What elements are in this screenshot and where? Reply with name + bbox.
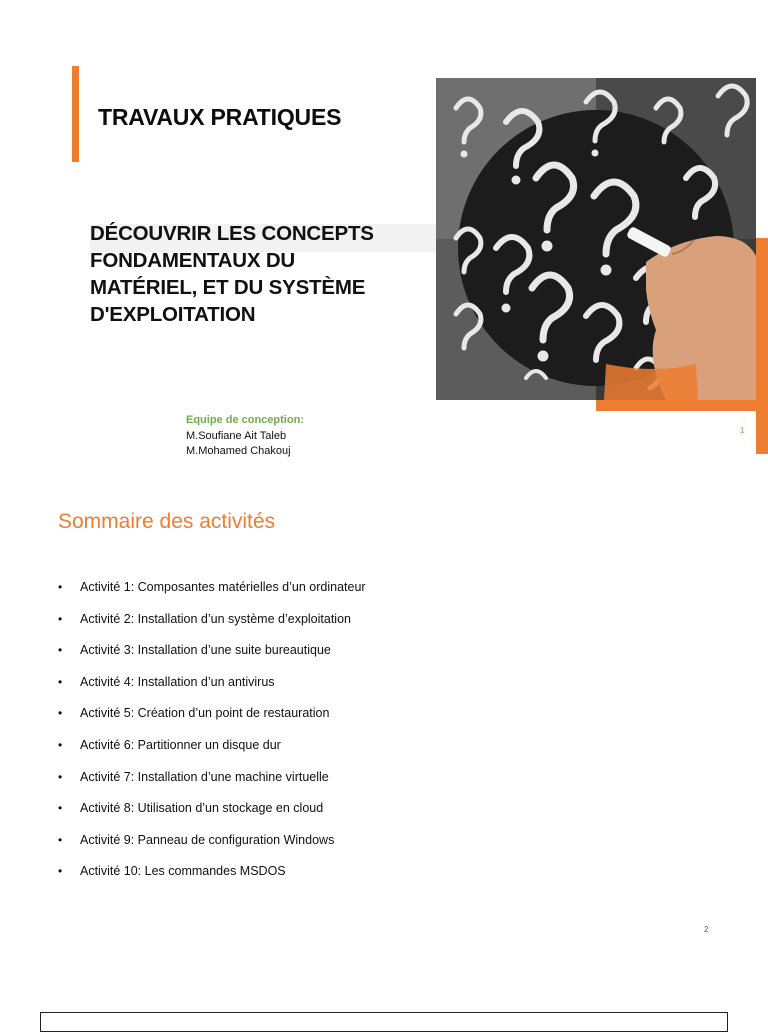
list-item	[58, 831, 366, 863]
list-item	[58, 610, 366, 642]
page-number: 1	[740, 426, 745, 435]
subtitle-line: FONDAMENTAUX DU	[90, 249, 296, 272]
activity-label: Activité 9: Panneau de configuration Windows	[80, 832, 335, 847]
slide-title: TRAVAUX PRATIQUES	[98, 104, 342, 130]
activity-label: Activité 10: Les commandes MSDOS	[80, 864, 286, 879]
bullet-icon: •	[58, 737, 63, 752]
bullet-icon: •	[58, 674, 63, 689]
bullet-icon: •	[58, 769, 63, 784]
section-heading: Sommaire des activités	[58, 510, 276, 533]
subtitle-line: DÉCOUVRIR LES CONCEPTS	[90, 222, 374, 245]
page-number: 2	[704, 925, 709, 934]
activity-label: Activité 5: Création d’un point de restauration	[80, 706, 330, 721]
bullet-icon: •	[58, 643, 63, 658]
activity-list	[58, 578, 366, 894]
list-item	[58, 736, 366, 768]
bullet-icon: •	[58, 832, 63, 847]
activity-label: Activité 3: Installation d’une suite bureautique	[80, 643, 331, 658]
subtitle-line: MATÉRIEL, ET DU SYSTÈME	[90, 276, 366, 299]
bullet-icon: •	[58, 611, 63, 626]
bullet-icon: •	[58, 580, 63, 594]
slide-subtitle	[90, 220, 410, 328]
activity-label: Activité 7: Installation d’une machine virtuelle	[80, 769, 329, 784]
team-member: M.Soufiane Ait Taleb	[186, 430, 287, 442]
title-slide	[0, 0, 768, 476]
orange-frame-bottom	[596, 400, 756, 411]
orange-frame-right	[756, 238, 768, 454]
activity-label: Activité 6: Partitionner un disque dur	[80, 737, 281, 752]
subtitle-line: D'EXPLOITATION	[90, 303, 256, 326]
next-slide-frame	[40, 1012, 728, 1032]
team-label: Equipe de conception:	[186, 414, 304, 426]
list-item	[58, 673, 366, 705]
activity-label: Activité 8: Utilisation d’un stockage en cloud	[80, 801, 324, 816]
activity-label: Activité 1: Composantes matérielles d’un ordinateur	[80, 580, 366, 594]
subtitle-band-mask	[0, 224, 90, 252]
accent-bar	[72, 66, 79, 162]
list-item	[58, 862, 366, 894]
list-item	[58, 578, 366, 610]
list-item	[58, 641, 366, 673]
activity-label: Activité 4: Installation d’un antivirus	[80, 674, 275, 689]
question-marks-photo	[436, 78, 756, 400]
team-member: M.Mohamed Chakouj	[186, 445, 291, 457]
bullet-icon: •	[58, 864, 63, 879]
list-item	[58, 799, 366, 831]
list-item	[58, 768, 366, 800]
bullet-icon: •	[58, 706, 63, 721]
bullet-icon: •	[58, 801, 63, 816]
list-item	[58, 704, 366, 736]
activity-label: Activité 2: Installation d’un système d’exploitation	[80, 611, 351, 626]
